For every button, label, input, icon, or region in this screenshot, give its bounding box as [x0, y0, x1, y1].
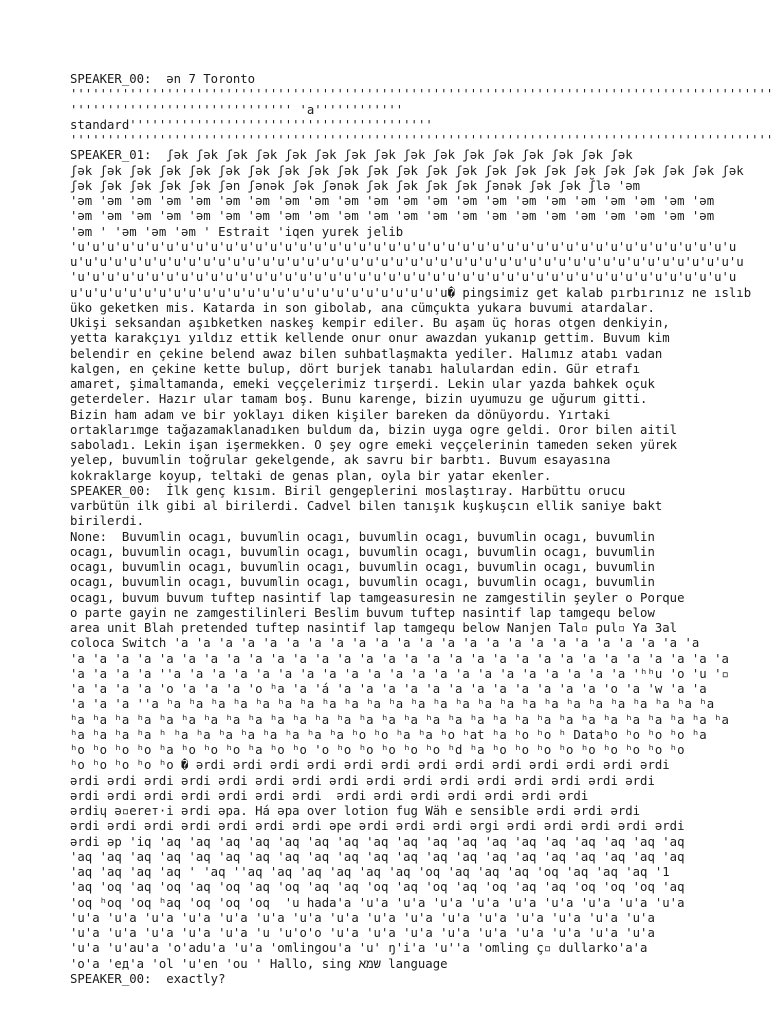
transcript-line: 'u'a 'u'a 'u'a 'u'a 'u'a 'u'a 'u'a 'u'a 'u'a 'u'a 'u'a 'u'a 'u'a 'u'a 'u'a 'u'a: [70, 910, 655, 925]
transcript-line: birilerdi.: [70, 514, 145, 529]
transcript-line: ərdiɥ ə▫erет·i ərdi əpa. Há əpa over lotion fug Wäh e sensible ərdi ərdi ərdi: [70, 804, 641, 818]
transcript-line: ʰo ʰo ʰo ʰo ʰa ʰo ʰo ʰo ʰa ʰo ʰo 'o ʰo ʰo ʰo ʰo ʰo ʰd ʰa ʰo ʰo ʰo ʰo ʰo ʰo ʰo ʰo ʰo: [70, 743, 685, 757]
transcript-line: 'u'u'u'u'u'u'u'u'u'u'u'u'u'u'u'u'u'u'u'u'u'u'u'u'u'u'u'u'u'u'u'u'u'u'u'u'u'u'u'u'u'u'u'u'u: [70, 270, 737, 285]
transcript-line: ocagı, buvum buvum tuftep nasintif lap tamgeasuresin ne zamgestilin şeyler o Porque: [70, 590, 685, 605]
transcript-line: coloca Switch 'a 'a 'a 'a 'a 'a 'a 'a 'a 'a 'a 'a 'a 'a 'a 'a 'a 'a 'a 'a 'a 'a 'a 'a: [70, 636, 700, 651]
transcript-line: ortaklarımge tağazamaklanadıken buldum da, bizin uyga ogre geldi. Oror bilen aitil: [70, 422, 678, 437]
transcript-line: kalgen, en çekine kette bulup, dört burjek tanabı halulardan edin. Gür etrafı: [70, 361, 641, 376]
transcript-line: 'oq ʰoq 'oq ʰaq 'oq 'oq 'oq 'u hada'a 'u'a 'u'a 'u'a 'u'a 'u'a 'u'a 'u'a 'u'a 'u'a: [70, 895, 685, 910]
transcript-line: ərdi ərdi ərdi ərdi ərdi ərdi ərdi ərdi ərdi ərdi ərdi ərdi ərdi ərdi: [70, 788, 589, 803]
transcript-line: 'a 'a 'a 'a ''a 'a 'a 'a 'a 'a 'a 'a 'a 'a 'a 'a 'a 'a 'a 'a 'a 'a 'a 'a 'a 'ʰʰu 'o 'u '▫: [70, 666, 729, 681]
transcript-line: area unit Blah pretended tuftep nasintif lap tamgequ below Nanjen Tal▫ pul▫ Ya 3al: [70, 621, 678, 635]
transcript-line: 'a 'a 'a 'a 'o 'a 'a 'a 'o ʰa 'a 'á 'a 'a 'a 'a 'a 'a 'a 'a 'a 'a 'a 'a 'o 'a 'w 'a 'a: [70, 682, 707, 696]
transcript-line: standard''''''''''''''''''''''''''''''''''''''''': [70, 117, 433, 132]
transcript-line: 'əm 'əm 'əm 'əm 'əm 'əm 'əm 'əm 'əm 'əm 'əm 'əm 'əm 'əm 'əm 'əm 'əm 'əm 'əm 'əm 'əm 'əm: [70, 194, 715, 208]
transcript-line: SPEAKER_00: İlk genç kısım. Biril gengeplerini moslaştıray. Harbüttu orucu: [70, 483, 626, 498]
transcript-line: 'a 'a 'a ''a ʰa ʰa ʰa ʰa ʰa ʰa ʰa ʰa ʰa ʰa ʰa ʰa ʰa ʰa ʰa ʰa ʰa ʰa ʰa ʰa ʰa ʰa ʰa ʰa ʰa: [70, 697, 715, 712]
transcript-line: 'aq 'aq 'aq 'aq ' 'aq ''aq 'aq 'aq 'aq 'aq 'aq 'oq 'aq 'aq 'aq 'oq 'aq 'aq 'aq '1: [70, 865, 670, 879]
transcript-line: yelep, buvumlin toğrular gekelgende, ak savru bir barbtı. Buvum esayasına: [70, 453, 611, 468]
transcript-line: None: Buvumlin ocagı, buvumlin ocagı, buvumlin ocagı, buvumlin ocagı, buvumlin: [70, 529, 655, 544]
transcript-line: SPEAKER_00: ən 7 Toronto: [70, 72, 256, 86]
transcript-line: ''''''''''''''''''''''''''''''''''''''''''''''''''''''''''''''''''''''''''''''''''''''''''''''': [70, 87, 773, 102]
transcript-line: ocagı, buvumlin ocagı, buvumlin ocagı, buvumlin ocagı, buvumlin ocagı, buvumlin: [70, 560, 655, 574]
transcript-line: ʰo ʰo ʰo ʰo ʰo � ərdi ərdi ərdi ərdi ərdi ərdi ərdi ərdi ərdi ərdi ərdi ərdi ərdi: [70, 758, 670, 773]
transcript-line: u'u'u'u'u'u'u'u'u'u'u'u'u'u'u'u'u'u'u'u'u'u'u'u'u'u� pingsimiz get kalab pırbırınız ne ıslıb: [70, 285, 752, 300]
transcript-line: yetta karakçıyı yıldız ettik kellende onur onur awazdan yukanıp gettim. Buvum kim: [70, 331, 670, 346]
transcript-line: ʃək ʃək ʃək ʃək ʃək ʃən ʃənək ʃək ʃənək ʃək ʃək ʃək ʃək ʃənək ʃək ʃək ʃ̆lə 'əm: [70, 178, 641, 193]
transcript-line: Ukişi seksandan aşıbketken naskeş kempir ediler. Bu aşam üç horas otgen denkiyin,: [70, 316, 670, 330]
transcript-line: ərdi əp 'iq 'aq 'aq 'aq 'aq 'aq 'aq 'aq 'aq 'aq 'aq 'aq 'aq 'aq 'aq 'aq 'aq 'aq 'aq: [70, 834, 685, 849]
transcript-line: SPEAKER_01: ʃək ʃək ʃək ʃək ʃək ʃək ʃək ʃək ʃək ʃək ʃək ʃək ʃək ʃək ʃək ʃək: [70, 148, 633, 163]
transcript-line: 'əm ' 'əm 'əm 'əm ' Estrait 'iqen yurek jelib: [70, 224, 404, 239]
transcript-line: 'aq 'aq 'aq 'aq 'aq 'aq 'aq 'aq 'aq 'aq 'aq 'aq 'aq 'aq 'aq 'aq 'aq 'aq 'aq 'aq 'aq: [70, 849, 685, 864]
transcript-line: amaret, şimaltamanda, emeki veççelerimiz tırşerdi. Lekin ular yazda bahkek oçuk: [70, 377, 655, 391]
transcript-line: 'o'a 'eд'a 'ol 'u'en 'ou ' Hallo, sing שמא language: [70, 956, 448, 971]
transcript-line: 'u'a 'u'au'a 'o'adu'a 'u'a 'omlingou'a 'u' ŋ'i'a 'u''a 'omling ç▫ dullarko'a'a: [70, 941, 648, 956]
transcript-line: u'u'u'u'u'u'u'u'u'u'u'u'u'u'u'u'u'u'u'u'u'u'u'u'u'u'u'u'u'u'u'u'u'u'u'u'u'u'u'u'u'u'u'u'u'u: [70, 255, 744, 269]
transcript-line: 'əm 'əm 'əm 'əm 'əm 'əm 'əm 'əm 'əm 'əm 'əm 'əm 'əm 'əm 'əm 'əm 'əm 'əm 'əm 'əm 'əm 'əm: [70, 209, 715, 224]
transcript-line: ʰa ʰa ʰa ʰa ʰ ʰa ʰa ʰa ʰa ʰa ʰa ʰa ʰa ʰo ʰo ʰa ʰa ʰo ʰat ʰa ʰo ʰo ʰ Dataʰo ʰo ʰo ʰo ʰa: [70, 727, 707, 742]
transcript-line: o parte gayin ne zamgestilinleri Beslim buvum tuftep nasintif lap tamgequ below: [70, 605, 655, 620]
transcript-line: ʃək ʃək ʃək ʃək ʃək ʃək ʃək ʃək ʃək ʃək ʃək ʃək ʃək ʃək ʃək ʃək ʃək ʃək ʃək ʃək ʃək ʃək ʃək: [70, 163, 744, 178]
transcript-line: saboladı. Lekin işan işermekken. O şey ogre emeki veççelerinin tameden seken yürek: [70, 438, 678, 452]
transcript-line: ərdi ərdi ərdi ərdi ərdi ərdi ərdi əpe ərdi ərdi ərdi ərgi ərdi ərdi ərdi ərdi ərdi: [70, 819, 685, 834]
transcript-line: kokraklarge koyup, teltaki de genas plan, oyla bir yatar ekenler.: [70, 468, 552, 483]
transcript-line: geterdeler. Hazır ular tamam boş. Bunu karenge, bizin uyumuzu ge uğurum gitti.: [70, 392, 648, 407]
transcript-line: 'aq 'oq 'aq 'oq 'aq 'oq 'aq 'oq 'aq 'aq 'oq 'aq 'oq 'aq 'oq 'aq 'aq 'oq 'oq 'oq 'aq: [70, 880, 685, 895]
transcript-line: ''''''''''''''''''''''''''''''''''''''''''''''''''''''''''''''''''''''''''''''''''''''''''''''': [70, 133, 773, 147]
transcript-line: belendir en çekine belend awaz bilen suhbatlaşmakta yediler. Halımız atabı vadan: [70, 346, 663, 361]
transcript-line: SPEAKER_00: exactly?: [70, 971, 226, 986]
transcript-line: 'u'u'u'u'u'u'u'u'u'u'u'u'u'u'u'u'u'u'u'u'u'u'u'u'u'u'u'u'u'u'u'u'u'u'u'u'u'u'u'u'u'u'u'u'u: [70, 239, 737, 254]
transcript-line: 'u'a 'u'a 'u'a 'u'a 'u'a 'u 'u'o'o 'u'a 'u'a 'u'a 'u'a 'u'a 'u'a 'u'a 'u'a 'u'a: [70, 926, 655, 940]
transcript-line: üko geketken mis. Katarda in son gibolab, ana cümçukta yukara buvumi atardalar.: [70, 300, 655, 315]
transcript-line: Bizin ham adam ve bir yoklayı diken kişiler bareken da dönüyordu. Yırtaki: [70, 407, 611, 422]
transcript-line: 'a 'a 'a 'a 'a 'a 'a 'a 'a 'a 'a 'a 'a 'a 'a 'a 'a 'a 'a 'a 'a 'a 'a 'a 'a 'a 'a 'a 'a 'a: [70, 651, 729, 666]
transcript-page: [70, 72, 773, 986]
transcript-line: ocagı, buvumlin ocagı, buvumlin ocagı, buvumlin ocagı, buvumlin ocagı, buvumlin: [70, 575, 655, 590]
transcript-line: varbütün ilk gibi al birilerdi. Cadvel bilen tanışık kuşkuşcın ellik saniye bakt: [70, 499, 663, 513]
transcript-line: ərdi ərdi ərdi ərdi ərdi ərdi ərdi ərdi ərdi ərdi ərdi ərdi ərdi ərdi ərdi ərdi: [70, 773, 655, 788]
transcript-line: ʰa ʰa ʰa ʰa ʰa ʰa ʰa ʰa ʰa ʰa ʰa ʰa ʰa ʰa ʰa ʰa ʰa ʰa ʰa ʰa ʰa ʰa ʰa ʰa ʰa ʰa ʰa ʰa ʰa ʰa: [70, 712, 729, 727]
transcript-line: ocagı, buvumlin ocagı, buvumlin ocagı, buvumlin ocagı, buvumlin ocagı, buvumlin: [70, 544, 655, 559]
transcript-line: '''''''''''''''''''''''''''''' 'a'''''''''''': [70, 102, 404, 117]
